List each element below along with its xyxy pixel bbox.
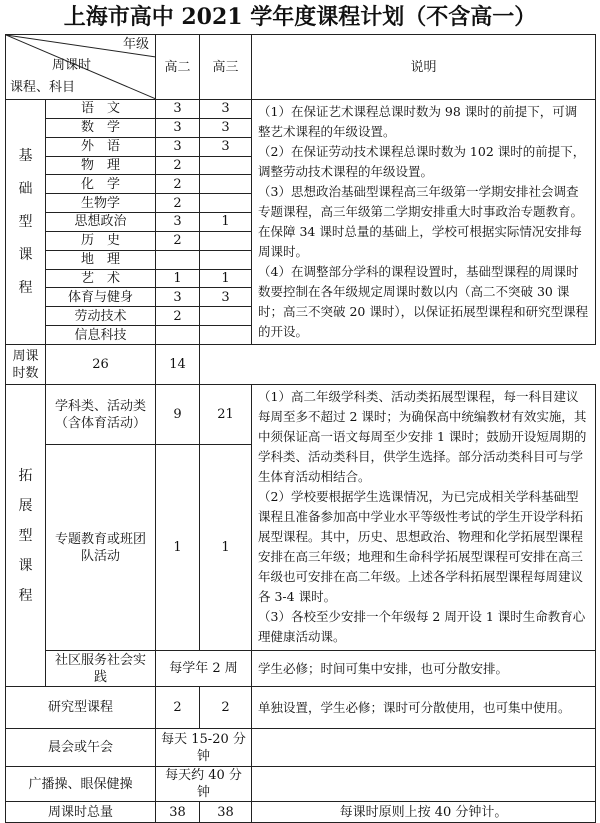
total-g3: 38 (200, 802, 252, 823)
subject-g3: 1 (200, 213, 252, 232)
grade2-header: 高二 (156, 35, 200, 100)
morning-name: 晨会或午会 (6, 729, 156, 767)
extended-row-g2: 1 (156, 445, 200, 651)
subject-g3: 3 (200, 118, 252, 137)
exercise-note-empty (252, 767, 596, 802)
header-row (6, 35, 596, 100)
extended-row-1 (6, 385, 596, 445)
subject-g2: 2 (156, 156, 200, 175)
subject-g3: 3 (200, 288, 252, 307)
subject-g2: 3 (156, 213, 200, 232)
subject-name: 地 理 (46, 250, 156, 269)
subject-g2: 1 (156, 269, 200, 288)
subject-name: 历 史 (46, 231, 156, 250)
subject-g2 (156, 250, 200, 269)
community-note: 学生必修；时间可集中安排，也可分散安排。 (252, 651, 596, 687)
subject-g3 (200, 175, 252, 194)
subject-g2: 2 (156, 175, 200, 194)
subject-name: 数 学 (46, 118, 156, 137)
subject-g3 (200, 326, 252, 345)
extended-row-name: 专题教育或班团队活动 (46, 445, 156, 651)
course-header-label: 课程、科目 (10, 80, 76, 95)
research-name: 研究型课程 (6, 687, 156, 729)
basic-course-section (6, 100, 596, 345)
curriculum-table (5, 34, 596, 823)
subject-g2: 2 (156, 194, 200, 213)
subject-g2: 3 (156, 288, 200, 307)
subject-name: 劳动技术 (46, 307, 156, 326)
extended-row-g3: 1 (200, 445, 252, 651)
subject-name: 物 理 (46, 156, 156, 175)
subject-g3 (200, 250, 252, 269)
total-row (6, 802, 596, 823)
subject-name: 生物学 (46, 194, 156, 213)
subject-g2 (156, 326, 200, 345)
grade3-header: 高三 (200, 35, 252, 100)
diagonal-header-cell (6, 35, 156, 100)
subject-g3 (200, 156, 252, 175)
total-g2: 38 (156, 802, 200, 823)
research-row (6, 687, 596, 729)
subject-g2: 2 (156, 231, 200, 250)
subject-name: 艺 术 (46, 269, 156, 288)
total-name: 周课时总量 (6, 802, 156, 823)
basic-category-label: 基础型课程 (18, 147, 33, 296)
weekly-total-g2: 26 (46, 345, 156, 385)
hours-header-label: 周课时 (52, 58, 92, 73)
subject-g3 (200, 307, 252, 326)
subject-g3: 1 (200, 269, 252, 288)
exercise-row (6, 767, 596, 802)
page-title: 上海市高中 2021 学年度课程计划（不含高一） (63, 4, 537, 30)
basic-note: （2）在保证劳动技术课程总课时数为 102 课时的前提下，调整劳动技术课程的年级设置。 (258, 144, 586, 179)
research-note: 单独设置，学生必修；课时可分散使用，也可集中使用。 (252, 687, 596, 729)
basic-note: （3）思想政治基础型课程高三年级第一学期安排社会调查专题课程，高三年级第二学期安排重大时事政治专题教育。在保障 34 课时总量的基础上，学校可根据实际情况安排每周课时。 (258, 184, 584, 259)
subject-g2: 3 (156, 137, 200, 156)
basic-notes (252, 100, 596, 345)
research-g3: 2 (200, 687, 252, 729)
community-row (6, 651, 596, 687)
extended-note: （2）学校要根据学生选课情况，为已完成相关学科基础型课程且准备参加高中学业水平等级性考试的学生开设学科拓展型课程。其中，历史、思想政治、物理和化学拓展型课程安排在高三年级；地理和生命科学拓展型课程可安排在高三年级也可安排在高二年级。上述各学科拓展型课程每周建议各 3-4 课时。 (258, 489, 584, 604)
basic-total-row (6, 345, 596, 385)
extended-row-name: 学科类、活动类（含体育活动） (46, 385, 156, 445)
subject-name: 思想政治 (46, 213, 156, 232)
research-g2: 2 (156, 687, 200, 729)
subject-name: 化 学 (46, 175, 156, 194)
subject-g3: 3 (200, 137, 252, 156)
subject-name: 外 语 (46, 137, 156, 156)
subject-row (6, 100, 596, 119)
exercise-name: 广播操、眼保健操 (6, 767, 156, 802)
subject-g3: 3 (200, 100, 252, 119)
exercise-value: 每天约 40 分钟 (156, 767, 252, 802)
morning-row (6, 729, 596, 767)
subject-g2: 2 (156, 307, 200, 326)
basic-note: （4）在调整部分学科的课程设置时，基础型课程的周课时数要控制在各年级规定周课时数以内（高二不突破 30 课时；高三不突破 20 课时），以保证拓展型课程和研究型课程的开设。 (258, 264, 589, 339)
basic-category (6, 100, 46, 345)
weekly-total-g3: 14 (156, 345, 200, 385)
morning-value: 每天 15-20 分钟 (156, 729, 252, 767)
extended-note: （1）高二年级学科类、活动类拓展型课程，每一科目建议每周至多不超过 2 课时；为确保高中统编教材有效实施，其中须保证高一语文每周至少安排 1 课时；鼓励开设短周期的学科类、活动类科目，供学生选择。部分活动类科目可与学生体育活动相结合。 (258, 389, 587, 484)
grade-header-label: 年级 (122, 37, 149, 52)
weekly-total-label: 周课时数 (6, 345, 46, 385)
subject-g3 (200, 194, 252, 213)
morning-note-empty (252, 729, 596, 767)
extended-row-g3: 21 (200, 385, 252, 445)
basic-note: （1）在保证艺术课程总课时数为 98 课时的前提下，可调整艺术课程的年级设置。 (258, 104, 578, 139)
extended-category-label: 拓展型课程 (18, 467, 33, 604)
subject-g3 (200, 231, 252, 250)
subject-g2: 3 (156, 118, 200, 137)
subject-name: 信息科技 (46, 326, 156, 345)
extended-row-g2: 9 (156, 385, 200, 445)
notes-header: 说明 (252, 35, 596, 100)
subject-name: 语 文 (46, 100, 156, 119)
community-name: 社区服务社会实践 (46, 651, 156, 687)
extended-note: （3）各校至少安排一个年级每 2 周开设 1 课时生命教育心理健康活动课。 (258, 609, 586, 644)
total-note: 每课时原则上按 40 分钟计。 (252, 802, 596, 823)
community-value: 每学年 2 周 (156, 651, 252, 687)
extended-notes (252, 385, 596, 651)
extended-category (6, 385, 46, 687)
subject-g2: 3 (156, 100, 200, 119)
subject-name: 体育与健身 (46, 288, 156, 307)
